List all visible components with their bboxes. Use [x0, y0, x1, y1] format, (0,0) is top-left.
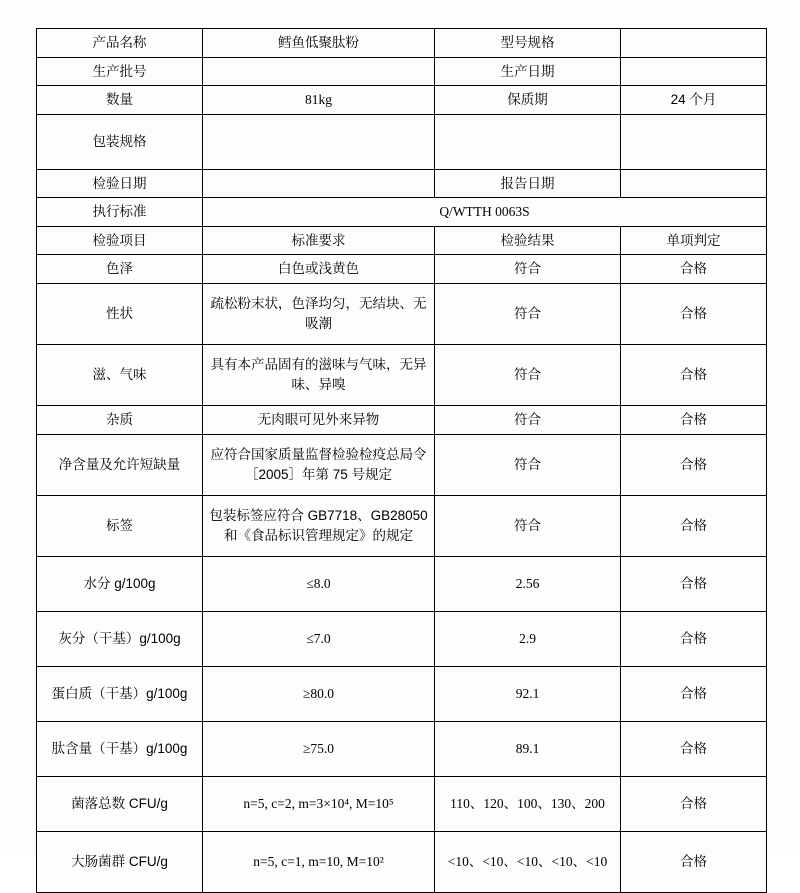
header-result: 检验结果	[435, 226, 621, 255]
item-name: 灰分（干基）g/100g	[37, 611, 203, 666]
item-result: 符合	[435, 434, 621, 495]
inspection-report-table	[36, 28, 767, 893]
row-value-report-date	[621, 169, 767, 198]
row-value-package-spec	[203, 114, 435, 169]
table-row	[37, 434, 767, 495]
item-judgement: 合格	[621, 721, 767, 776]
item-name: 净含量及允许短缺量	[37, 434, 203, 495]
table-row	[37, 57, 767, 86]
item-name: 蛋白质（干基）g/100g	[37, 666, 203, 721]
table-row	[37, 29, 767, 58]
row-label-standard: 执行标准	[37, 198, 203, 227]
table-row	[37, 255, 767, 284]
row-value-standard: Q/WTTH 0063S	[203, 198, 767, 227]
item-requirement: ≤8.0	[203, 556, 435, 611]
item-requirement: 包装标签应符合 GB7718、GB28050 和《食品标识管理规定》的规定	[203, 495, 435, 556]
item-result: <10、<10、<10、<10、<10	[435, 831, 621, 892]
row-label-package-spec: 包装规格	[37, 114, 203, 169]
row-value-quantity: 81kg	[203, 86, 435, 115]
item-judgement: 合格	[621, 776, 767, 831]
item-judgement: 合格	[621, 611, 767, 666]
item-result: 符合	[435, 283, 621, 344]
item-result: 110、120、100、130、200	[435, 776, 621, 831]
item-result: 符合	[435, 405, 621, 434]
item-result: 89.1	[435, 721, 621, 776]
table-row	[37, 721, 767, 776]
item-name: 滋、气味	[37, 344, 203, 405]
row-label-batch-number: 生产批号	[37, 57, 203, 86]
row-value-inspection-date	[203, 169, 435, 198]
item-name: 杂质	[37, 405, 203, 434]
row-label-production-date: 生产日期	[435, 57, 621, 86]
item-result: 2.56	[435, 556, 621, 611]
table-row	[37, 283, 767, 344]
header-requirement: 标准要求	[203, 226, 435, 255]
item-requirement: n=5, c=2, m=3×10⁴, M=10⁵	[203, 776, 435, 831]
item-requirement: n=5, c=1, m=10, M=10²	[203, 831, 435, 892]
table-row	[37, 198, 767, 227]
item-result: 符合	[435, 255, 621, 284]
row-label-model-spec: 型号规格	[435, 29, 621, 58]
item-name: 水分 g/100g	[37, 556, 203, 611]
row-label-shelf-life: 保质期	[435, 86, 621, 115]
header-judgement: 单项判定	[621, 226, 767, 255]
table-row	[37, 169, 767, 198]
item-name: 性状	[37, 283, 203, 344]
row-label-blank-1	[435, 114, 621, 169]
item-requirement: ≤7.0	[203, 611, 435, 666]
row-value-batch-number	[203, 57, 435, 86]
table-header-row	[37, 226, 767, 255]
row-value-product-name: 鳕鱼低聚肽粉	[203, 29, 435, 58]
table-row	[37, 344, 767, 405]
item-result: 92.1	[435, 666, 621, 721]
item-name: 大肠菌群 CFU/g	[37, 831, 203, 892]
table-row	[37, 86, 767, 115]
item-judgement: 合格	[621, 831, 767, 892]
row-label-inspection-date: 检验日期	[37, 169, 203, 198]
item-judgement: 合格	[621, 344, 767, 405]
table-row	[37, 405, 767, 434]
table-row	[37, 114, 767, 169]
table-row	[37, 556, 767, 611]
item-requirement: 白色或浅黄色	[203, 255, 435, 284]
item-requirement: 具有本产品固有的滋味与气味，无异味、异嗅	[203, 344, 435, 405]
item-requirement: 应符合国家质量监督检验检疫总局令［2005］年第 75 号规定	[203, 434, 435, 495]
item-requirement: 无肉眼可见外来异物	[203, 405, 435, 434]
row-label-product-name: 产品名称	[37, 29, 203, 58]
item-result: 2.9	[435, 611, 621, 666]
row-label-report-date: 报告日期	[435, 169, 621, 198]
table-row	[37, 611, 767, 666]
table-row	[37, 831, 767, 892]
item-name: 肽含量（干基）g/100g	[37, 721, 203, 776]
item-judgement: 合格	[621, 666, 767, 721]
item-name: 色泽	[37, 255, 203, 284]
item-judgement: 合格	[621, 255, 767, 284]
table-row	[37, 776, 767, 831]
row-label-quantity: 数量	[37, 86, 203, 115]
item-judgement: 合格	[621, 495, 767, 556]
header-item: 检验项目	[37, 226, 203, 255]
item-result: 符合	[435, 495, 621, 556]
item-judgement: 合格	[621, 434, 767, 495]
item-judgement: 合格	[621, 405, 767, 434]
item-requirement: ≥75.0	[203, 721, 435, 776]
row-value-production-date	[621, 57, 767, 86]
item-result: 符合	[435, 344, 621, 405]
item-requirement: 疏松粉末状，色泽均匀，无结块、无吸潮	[203, 283, 435, 344]
row-value-blank-1	[621, 114, 767, 169]
item-judgement: 合格	[621, 556, 767, 611]
item-name: 标签	[37, 495, 203, 556]
item-name: 菌落总数 CFU/g	[37, 776, 203, 831]
row-value-model-spec	[621, 29, 767, 58]
item-judgement: 合格	[621, 283, 767, 344]
table-row	[37, 495, 767, 556]
row-value-shelf-life: 24 个月	[621, 86, 767, 115]
item-requirement: ≥80.0	[203, 666, 435, 721]
table-row	[37, 666, 767, 721]
